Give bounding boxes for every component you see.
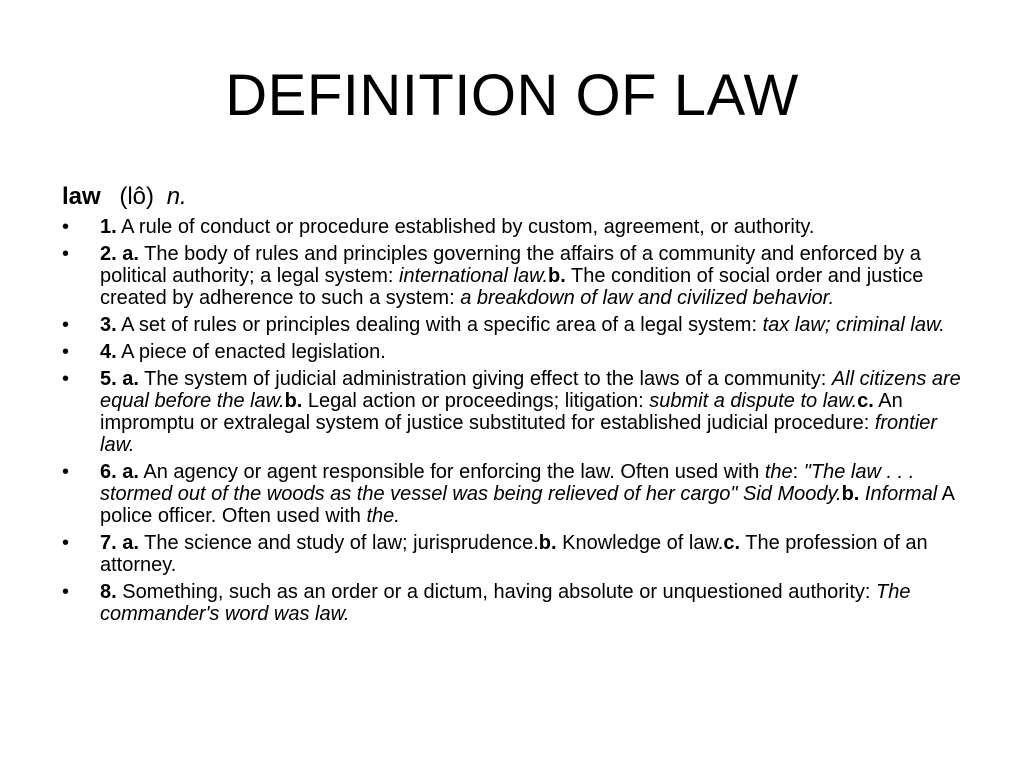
bullet-icon: •: [62, 461, 70, 483]
bullet-icon: •: [62, 216, 70, 238]
bullet-icon: •: [62, 368, 70, 390]
definition-example: "The law . . . stormed out of the woods as the vessel was being relieved of her cargo" Sid Moody.: [100, 461, 915, 505]
definition-example: frontier law.: [100, 412, 938, 456]
definition-item-8: [62, 581, 962, 625]
definition-number: 2. a.: [100, 243, 139, 265]
definition-number: 8.: [100, 581, 117, 603]
definition-number: 4.: [100, 341, 117, 363]
definition-example: submit a dispute to law.: [649, 390, 858, 412]
bullet-icon: •: [62, 314, 70, 336]
definition-text: A set of rules or principles dealing with a specific area of a legal system:: [116, 314, 763, 336]
definition-item-6: [62, 461, 962, 527]
headword-term: law: [62, 183, 101, 210]
definition-subnumber: c.: [723, 532, 741, 554]
definition-text: The body of rules and principles governing the affairs of a community and enforced by a political authority; a legal system:: [100, 243, 921, 287]
bullet-icon: •: [62, 341, 70, 363]
slide-title: DEFINITION OF LAW: [225, 63, 799, 128]
definition-example: tax law; criminal law.: [762, 314, 945, 336]
definition-text: The science and study of law; jurisprudence.: [138, 532, 539, 554]
definition-item-7: [62, 532, 962, 576]
definition-text: An agency or agent responsible for enforcing the law. Often used with: [138, 461, 765, 483]
usage-label: Informal: [859, 483, 938, 505]
definition-number: 1.: [100, 216, 117, 238]
definition-text: A police officer. Often used with: [100, 483, 954, 527]
definition-example: a breakdown of law and civilized behavior.: [460, 287, 835, 309]
definition-item-5: [62, 368, 962, 456]
headword-pronunciation: (lô): [119, 183, 155, 210]
definition-text: The condition of social order and justice created by adherence to such a system:: [100, 265, 924, 309]
headword-part-of-speech: n.: [166, 183, 187, 210]
definition-text: A piece of enacted legislation.: [116, 341, 386, 363]
definition-text: The profession of an attorney.: [100, 532, 928, 576]
bullet-icon: •: [62, 243, 70, 265]
definition-text: Legal action or proceedings; litigation:: [302, 390, 650, 412]
definition-example: The commander's word was law.: [100, 581, 911, 625]
definition-number: 3.: [100, 314, 117, 336]
definition-list: [62, 216, 962, 625]
definition-text: Knowledge of law.: [556, 532, 724, 554]
definition-keyword: the.: [366, 505, 400, 527]
definition-text: Something, such as an order or a dictum, having absolute or unquestioned authority:: [116, 581, 877, 603]
definition-example: All citizens are equal before the law.: [100, 368, 961, 412]
definition-item-4: [62, 341, 962, 363]
definition-number: 7. a.: [100, 532, 139, 554]
definition-item-3: [62, 314, 962, 336]
definition-text: :: [792, 461, 804, 483]
definition-example: international law.: [399, 265, 549, 287]
definition-subnumber: b.: [841, 483, 860, 505]
definition-text: A rule of conduct or procedure established by custom, agreement, or authority.: [116, 216, 815, 238]
slide-body: [62, 182, 962, 630]
definition-subnumber: b.: [538, 532, 557, 554]
definition-number: 5. a.: [100, 368, 139, 390]
definition-item-2: [62, 243, 962, 309]
dictionary-headword: [62, 182, 962, 212]
bullet-icon: •: [62, 581, 70, 603]
definition-keyword: the: [764, 461, 793, 483]
definition-number: 6. a.: [100, 461, 139, 483]
definition-text: An impromptu or extralegal system of justice substituted for established judicial procedure:: [100, 390, 903, 434]
definition-subnumber: c.: [857, 390, 874, 412]
definition-item-1: [62, 216, 962, 238]
definition-text: The system of judicial administration giving effect to the laws of a community:: [138, 368, 832, 390]
definition-subnumber: b.: [284, 390, 303, 412]
definition-subnumber: b.: [548, 265, 566, 287]
bullet-icon: •: [62, 532, 70, 554]
